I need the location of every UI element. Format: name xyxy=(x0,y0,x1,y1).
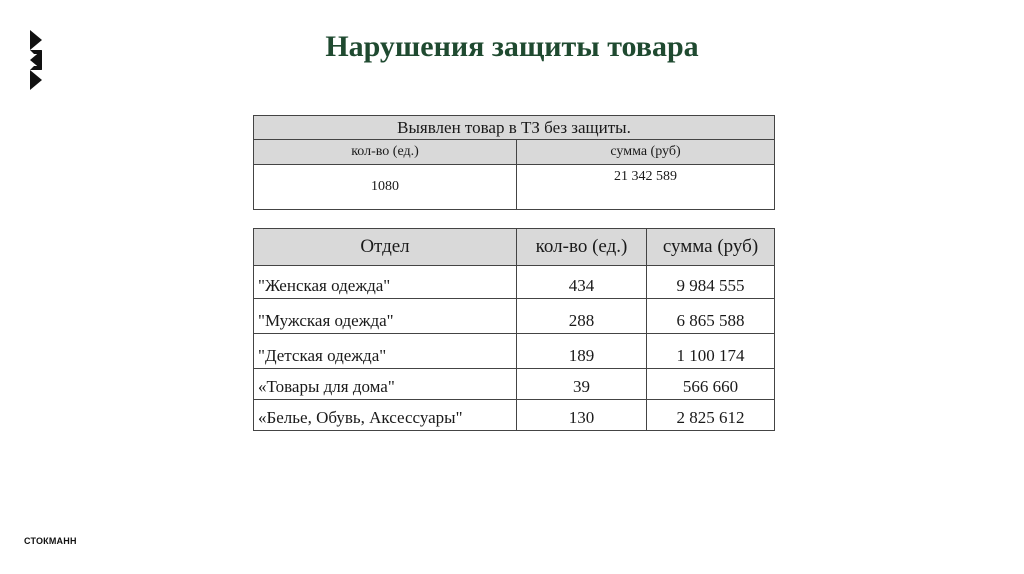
department-table xyxy=(253,228,775,431)
table-row xyxy=(254,369,775,400)
cell-department: «Товары для дома" xyxy=(254,369,517,400)
cell-quantity: 130 xyxy=(517,400,647,431)
summary-caption: Выявлен товар в ТЗ без защиты. xyxy=(254,116,775,140)
cell-sum: 566 660 xyxy=(647,369,775,400)
table-row xyxy=(254,299,775,334)
header-sum: сумма (руб) xyxy=(647,229,775,266)
header-department: Отдел xyxy=(254,229,517,266)
table-row xyxy=(254,400,775,431)
department-table-header xyxy=(254,229,775,266)
cell-department: "Женская одежда" xyxy=(254,266,517,299)
cell-department: "Детская одежда" xyxy=(254,334,517,369)
cell-sum: 2 825 612 xyxy=(647,400,775,431)
slide-title: Нарушения защиты товара xyxy=(325,30,699,63)
cell-quantity: 288 xyxy=(517,299,647,334)
cell-sum: 6 865 588 xyxy=(647,299,775,334)
table-row xyxy=(254,334,775,369)
summary-value-sum: 21 342 589 xyxy=(517,165,775,210)
summary-value-qty: 1080 xyxy=(254,165,517,210)
cell-quantity: 434 xyxy=(517,266,647,299)
cell-sum: 1 100 174 xyxy=(647,334,775,369)
table-row xyxy=(254,266,775,299)
cell-sum: 9 984 555 xyxy=(647,266,775,299)
summary-table xyxy=(253,115,775,210)
summary-header-sum: сумма (руб) xyxy=(517,140,775,165)
cell-quantity: 39 xyxy=(517,369,647,400)
summary-header-qty: кол-во (ед.) xyxy=(254,140,517,165)
cell-department: "Мужская одежда" xyxy=(254,299,517,334)
cell-quantity: 189 xyxy=(517,334,647,369)
brand-wordmark: СТОКМАНН xyxy=(24,536,77,546)
cell-department: «Белье, Обувь, Аксессуары" xyxy=(254,400,517,431)
header-quantity: кол-во (ед.) xyxy=(517,229,647,266)
